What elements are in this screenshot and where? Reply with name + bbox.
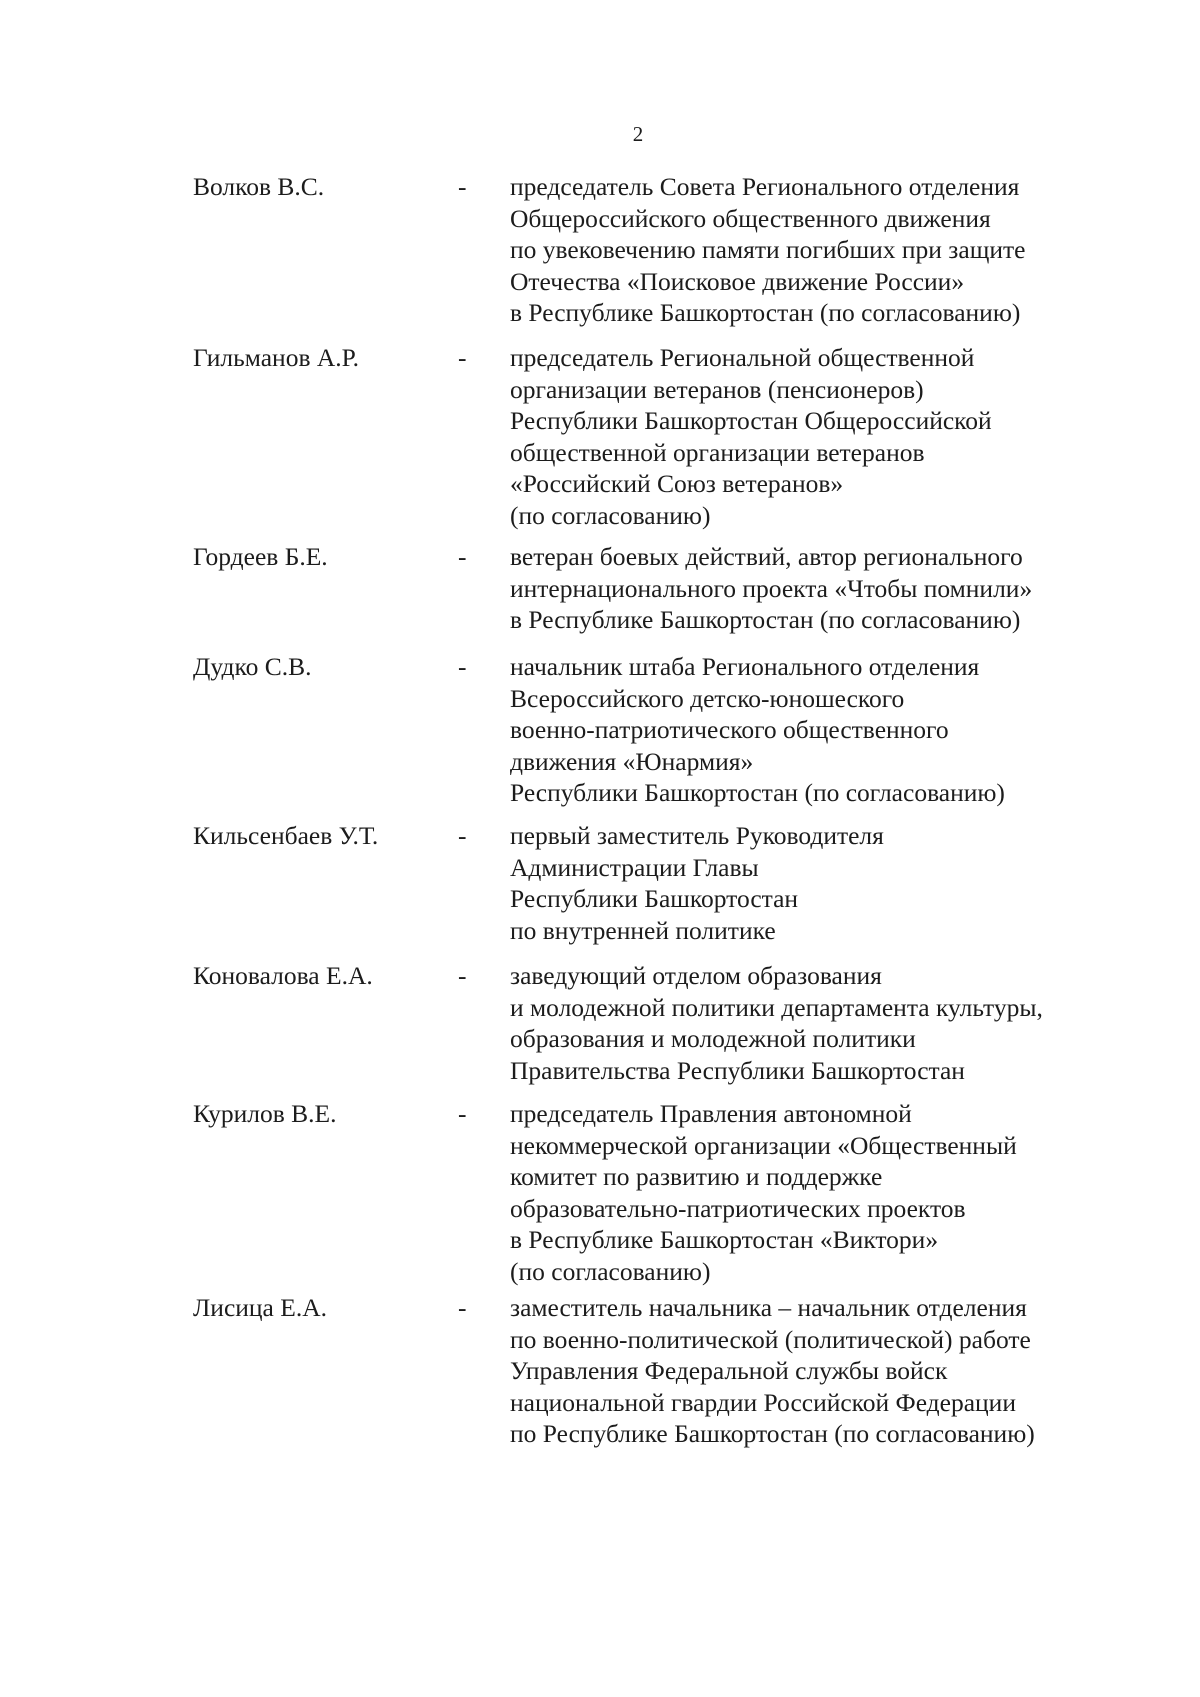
- member-entry: [193, 651, 1123, 809]
- member-position: [510, 960, 1123, 1086]
- entry-dash: -: [458, 821, 467, 850]
- position-line: национальной гвардии Российской Федерации: [510, 1387, 1016, 1417]
- member-position: [510, 1292, 1123, 1450]
- member-name: Лисица Е.А.: [193, 1293, 327, 1322]
- position-line: организации ветеранов (пенсионеров): [510, 374, 924, 404]
- member-position: [510, 1098, 1123, 1287]
- position-line: первый заместитель Руководителя: [510, 821, 884, 850]
- entry-dash: -: [458, 542, 467, 571]
- position-line: комитет по развитию и поддержке: [510, 1162, 883, 1191]
- position-line: Всероссийского детско-юношеского: [510, 683, 905, 713]
- member-entry: [193, 1292, 1123, 1450]
- member-name: Коновалова Е.А.: [193, 961, 373, 990]
- position-line: некоммерческой организации «Общественный: [510, 1130, 1017, 1160]
- position-line: председатель Правления автономной: [510, 1099, 912, 1128]
- member-position: [510, 820, 1123, 946]
- position-line: по Республике Башкортостан (по согласованию): [510, 1419, 1035, 1448]
- member-entry: [193, 960, 1123, 1086]
- member-entry: [193, 541, 1123, 636]
- member-name: Кильсенбаев У.Т.: [193, 821, 379, 850]
- entry-dash: -: [458, 343, 467, 372]
- entry-dash: -: [458, 961, 467, 990]
- position-line: по военно-политической (политической) работе: [510, 1324, 1031, 1354]
- position-line: Отечества «Поисковое движение России»: [510, 266, 965, 296]
- entry-dash: -: [458, 1293, 467, 1322]
- entry-dash: -: [458, 1099, 467, 1128]
- position-line: (по согласованию): [510, 1256, 711, 1286]
- member-name: Гильманов А.Р.: [193, 343, 360, 372]
- member-entry: [193, 342, 1123, 531]
- position-line: Республики Башкортостан Общероссийской: [510, 406, 992, 435]
- position-line: в Республике Башкортостан (по согласованию): [510, 298, 1021, 327]
- member-position: [510, 651, 1123, 809]
- member-entry: [193, 820, 1123, 946]
- member-name: Волков В.С.: [193, 172, 325, 201]
- entry-dash: -: [458, 652, 467, 681]
- position-line: Общероссийского общественного движения: [510, 203, 991, 233]
- position-line: ветеран боевых действий, автор регионального: [510, 542, 1023, 571]
- member-entry: [193, 171, 1123, 329]
- member-name: Гордеев Б.Е.: [193, 542, 328, 571]
- position-line: Республики Башкортостан: [510, 884, 799, 913]
- member-position: [510, 171, 1123, 329]
- position-line: Правительства Республики Башкортостан: [510, 1055, 965, 1085]
- position-line: заведующий отделом образования: [510, 961, 882, 990]
- position-line: образовательно-патриотических проектов: [510, 1193, 966, 1223]
- position-line: Республики Башкортостан (по согласованию): [510, 778, 1005, 807]
- entry-dash: -: [458, 172, 467, 201]
- position-line: военно-патриотического общественного: [510, 715, 949, 744]
- position-line: движения «Юнармия»: [510, 746, 754, 776]
- position-line: Управления Федеральной службы войск: [510, 1356, 948, 1385]
- position-line: заместитель начальника – начальник отделения: [510, 1293, 1027, 1322]
- position-line: председатель Совета Регионального отделения: [510, 172, 1020, 201]
- member-position: [510, 541, 1123, 636]
- position-line: начальник штаба Регионального отделения: [510, 652, 980, 681]
- member-name: Курилов В.Е.: [193, 1099, 337, 1128]
- member-entry: [193, 1098, 1123, 1287]
- position-line: образования и молодежной политики: [510, 1024, 916, 1053]
- page-number: 2: [632, 122, 644, 146]
- position-line: (по согласованию): [510, 500, 711, 530]
- position-line: в Республике Башкортостан (по согласованию): [510, 605, 1021, 634]
- position-line: общественной организации ветеранов: [510, 437, 925, 467]
- position-line: по увековечению памяти погибших при защите: [510, 235, 1026, 264]
- position-line: и молодежной политики департамента культуры,: [510, 992, 1043, 1022]
- position-line: по внутренней политике: [510, 915, 776, 945]
- position-line: Администрации Главы: [510, 852, 759, 882]
- position-line: «Российский Союз ветеранов»: [510, 469, 844, 498]
- member-name: Дудко С.В.: [193, 652, 312, 681]
- position-line: в Республике Башкортостан «Виктори»: [510, 1225, 939, 1254]
- position-line: председатель Региональной общественной: [510, 343, 975, 372]
- member-position: [510, 342, 1123, 531]
- position-line: интернационального проекта «Чтобы помнили»: [510, 573, 1033, 603]
